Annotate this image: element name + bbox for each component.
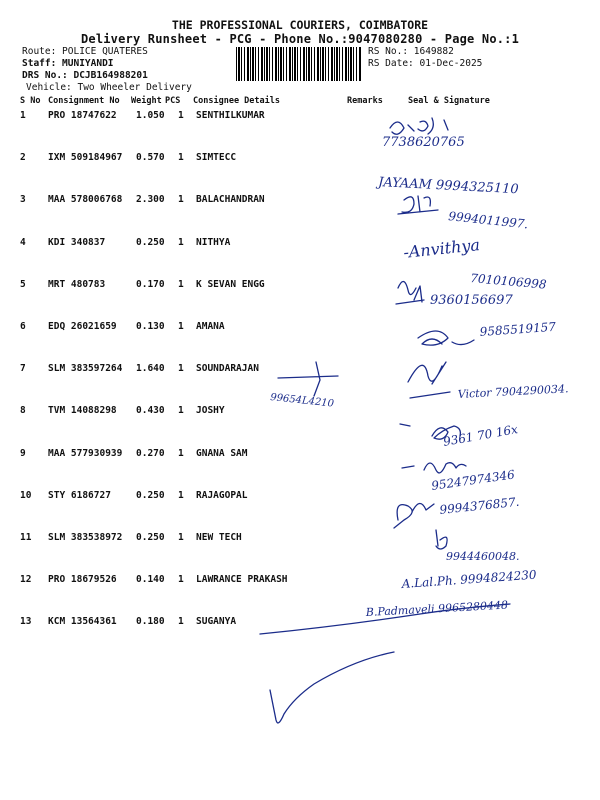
- col-consignment: Consignment No: [48, 96, 120, 106]
- consignment-cell: MRT 480783: [48, 278, 106, 290]
- pcs-cell: 1: [178, 321, 184, 332]
- r12-signature: A.Lal.Ph. 9994824230: [401, 567, 537, 591]
- col-weight: Weight: [131, 96, 162, 106]
- r7-signature: Victor 7904290034.: [457, 382, 569, 401]
- consignee-cell: AMANA: [196, 321, 225, 332]
- weight-cell: 2.300: [136, 194, 165, 206]
- r10-phone: 9994376857.: [438, 494, 521, 517]
- weight-cell: 0.180: [136, 616, 165, 628]
- r4-phone: 7010106998: [469, 271, 548, 292]
- consignee-cell: RAJAGOPAL: [196, 489, 248, 501]
- weight-cell: 0.430: [136, 405, 165, 417]
- r9-phone: 95247974346: [430, 467, 516, 493]
- sno-cell: 4: [20, 236, 26, 248]
- sno-cell: 5: [20, 278, 26, 290]
- pcs-cell: 1: [178, 110, 184, 121]
- consignment-cell: KDI 340837: [48, 236, 106, 248]
- consignee-cell: BALACHANDRAN: [196, 194, 265, 206]
- vehicle-text: Vehicle: Two Wheeler Delivery: [26, 82, 192, 93]
- drs-number: DRS No.: DCJB164988201: [22, 70, 148, 81]
- table-row: [0, 152, 600, 172]
- table-row: [0, 405, 600, 425]
- company-name: THE PROFESSIONAL COURIERS, COIMBATORE: [171, 18, 429, 32]
- r4-signature: -Anvithya: [402, 235, 481, 262]
- weight-cell: 1.640: [136, 363, 165, 375]
- pcs-cell: 1: [178, 489, 184, 501]
- sno-cell: 10: [20, 489, 32, 501]
- r11-phone: 9944460048.: [446, 550, 520, 563]
- consignment-cell: PRO 18747622: [48, 110, 117, 121]
- sno-cell: 12: [20, 574, 32, 586]
- weight-cell: 1.050: [136, 110, 165, 121]
- sno-cell: 7: [20, 363, 26, 375]
- consignment-cell: TVM 14088298: [48, 405, 117, 417]
- table-row: [0, 321, 600, 341]
- sno-cell: 13: [20, 616, 32, 628]
- consignee-cell: K SEVAN ENGG: [196, 278, 265, 290]
- table-row: [0, 532, 600, 552]
- table-row: [0, 110, 600, 130]
- r3-phone: 9994011997.: [447, 209, 529, 232]
- barcode: [236, 47, 362, 81]
- table-row: [0, 574, 600, 594]
- consignment-cell: SLM 383597264: [48, 363, 123, 375]
- pcs-cell: 1: [178, 405, 184, 417]
- table-row: [0, 237, 600, 257]
- consignment-cell: MAA 578006768: [48, 194, 123, 206]
- consignment-cell: MAA 577930939: [48, 447, 123, 459]
- r7-phone: 99654L4210: [269, 392, 335, 410]
- pcs-cell: 1: [178, 532, 184, 543]
- pcs-cell: 1: [178, 363, 184, 375]
- sno-cell: 1: [20, 110, 26, 121]
- weight-cell: 0.170: [136, 278, 165, 290]
- rs-number: RS No.: 1649882: [368, 46, 454, 57]
- r6-phone: 9585519157: [479, 319, 557, 339]
- col-sno: S No: [20, 96, 41, 106]
- r5-phone: 9360156697: [430, 293, 513, 308]
- col-seal-signature: Seal & Signature: [408, 96, 490, 106]
- consignee-cell: LAWRANCE PRAKASH: [196, 574, 288, 586]
- col-remarks: Remarks: [347, 96, 383, 106]
- consignee-cell: JOSHY: [196, 405, 225, 417]
- consignee-cell: SOUNDARAJAN: [196, 363, 259, 375]
- staff-text: Staff: MUNIYANDI: [22, 58, 114, 69]
- consignment-cell: PRO 18679526: [48, 574, 117, 586]
- consignment-cell: SLM 383538972: [48, 532, 123, 543]
- consignee-cell: SENTHILKUMAR: [196, 110, 265, 121]
- weight-cell: 0.250: [136, 489, 165, 501]
- table-row: [0, 490, 600, 510]
- table-row: [0, 616, 600, 636]
- consignment-cell: EDQ 26021659: [48, 321, 117, 332]
- r1-phone: 7738620765: [382, 135, 465, 150]
- col-consignee: Consignee Details: [193, 96, 280, 106]
- consignee-cell: GNANA SAM: [196, 447, 248, 459]
- pcs-cell: 1: [178, 152, 184, 164]
- pcs-cell: 1: [178, 194, 184, 206]
- weight-cell: 0.570: [136, 152, 165, 164]
- consignee-cell: NITHYA: [196, 236, 231, 248]
- consignee-cell: SUGANYA: [196, 616, 237, 628]
- consignment-cell: STY 6186727: [48, 489, 111, 501]
- weight-cell: 0.250: [136, 236, 165, 248]
- consignment-cell: IXM 509184967: [48, 152, 123, 164]
- table-row: [0, 448, 600, 468]
- col-pcs: PCS: [165, 96, 181, 106]
- weight-cell: 0.270: [136, 447, 165, 459]
- r8-phone: 9361 70 16x: [442, 422, 519, 449]
- sno-cell: 3: [20, 194, 26, 206]
- pcs-cell: 1: [178, 574, 184, 586]
- consignee-cell: SIMTECC: [196, 152, 237, 164]
- rs-date: RS Date: 01-Dec-2025: [368, 58, 483, 69]
- sno-cell: 9: [20, 447, 26, 459]
- sno-cell: 8: [20, 405, 26, 417]
- pcs-cell: 1: [178, 278, 184, 290]
- consignment-cell: KCM 13564361: [48, 616, 117, 628]
- table-row: [0, 363, 600, 383]
- sno-cell: 6: [20, 321, 26, 332]
- weight-cell: 0.250: [136, 532, 165, 543]
- table-row: [0, 279, 600, 299]
- table-row: [0, 194, 600, 214]
- route-text: Route: POLICE QUATERES: [22, 46, 148, 57]
- consignee-cell: NEW TECH: [196, 532, 242, 543]
- pcs-cell: 1: [178, 236, 184, 248]
- r13-signature: B.Padmaveli 9965280448: [365, 598, 509, 619]
- runsheet-title: Delivery Runsheet - PCG - Phone No.:9047080280 - Page No.:1: [80, 32, 520, 46]
- sno-cell: 2: [20, 152, 26, 164]
- weight-cell: 0.140: [136, 574, 165, 586]
- pcs-cell: 1: [178, 447, 184, 459]
- pcs-cell: 1: [178, 616, 184, 628]
- weight-cell: 0.130: [136, 321, 165, 332]
- sno-cell: 11: [20, 532, 32, 543]
- r2-signature: JAYAAM 9994325110: [377, 175, 519, 198]
